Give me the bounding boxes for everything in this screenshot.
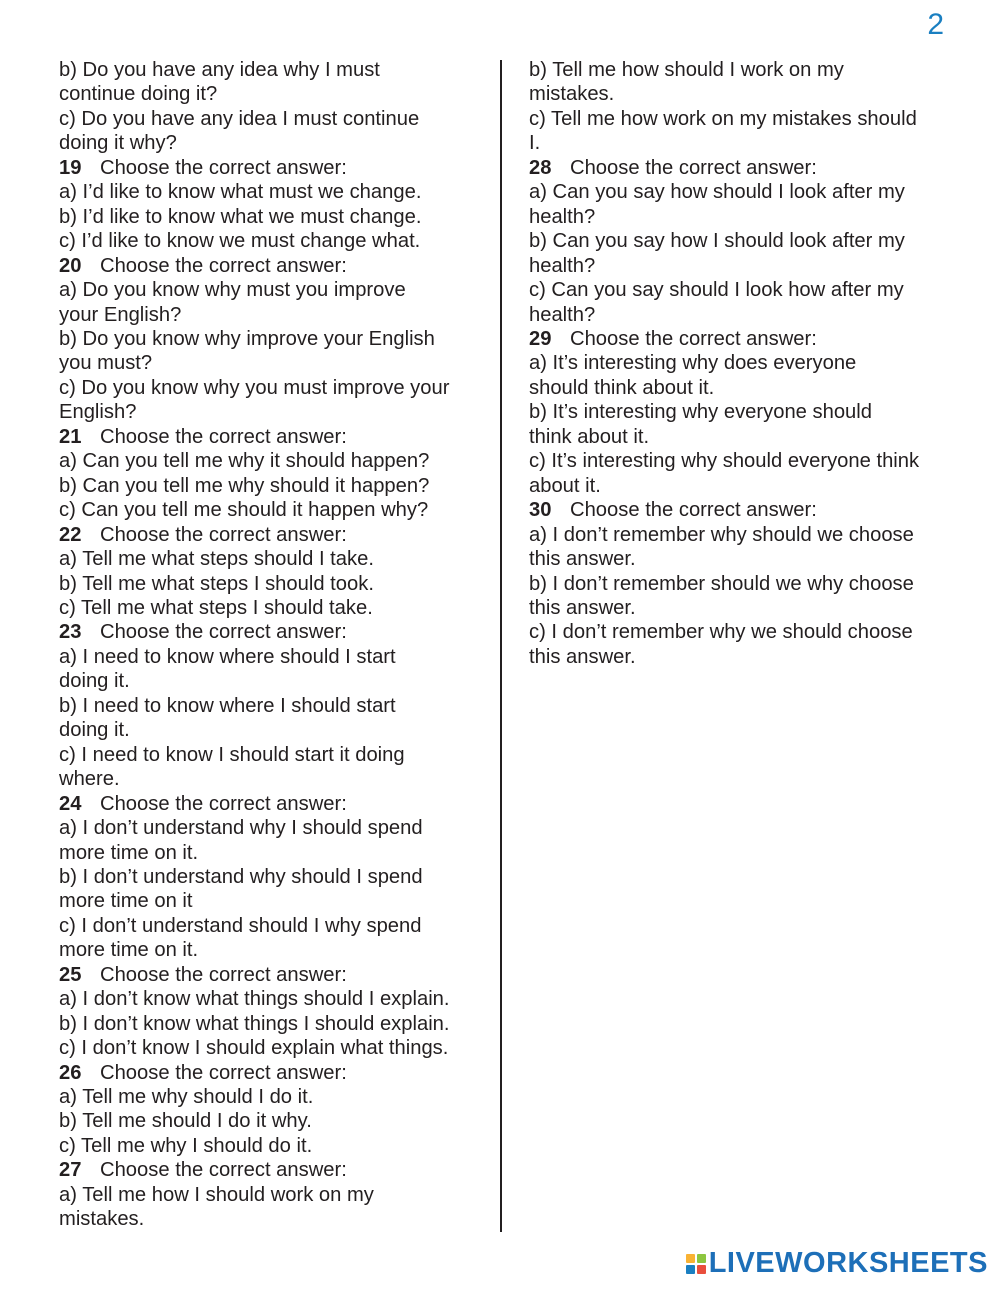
right-column — [529, 58, 949, 669]
question-heading — [59, 523, 489, 547]
answer-line: continue doing it? — [59, 83, 218, 106]
answer-line: b) Can you say how I should look after my — [529, 230, 905, 253]
answer-line: b) Tell me what steps I should took. — [59, 572, 374, 595]
question-number: 25 — [59, 963, 82, 986]
answer-line: doing it. — [59, 670, 130, 693]
question-number: 19 — [59, 156, 82, 179]
answer-line: a) I need to know where should I start — [59, 645, 396, 668]
question-heading — [59, 1061, 489, 1085]
answer-line: c) I need to know I should start it doing — [59, 743, 405, 766]
answer-line: c) I’d like to know we must change what. — [59, 230, 421, 253]
question-prompt: Choose the correct answer: — [100, 621, 347, 644]
question-heading — [529, 327, 949, 351]
question-heading — [59, 156, 489, 180]
page-number: 2 — [927, 8, 944, 41]
question-prompt: Choose the correct answer: — [100, 1159, 347, 1182]
answer-line: I. — [529, 132, 541, 155]
answer-line: c) Tell me why I should do it. — [59, 1134, 313, 1157]
question-heading — [529, 156, 949, 180]
answer-line: b) Tell me should I do it why. — [59, 1110, 312, 1133]
answer-line: English? — [59, 401, 137, 424]
answer-line: a) Do you know why must you improve — [59, 279, 406, 302]
question-heading — [59, 425, 489, 449]
liveworksheets-logo-icon — [686, 1254, 706, 1274]
answer-line: a) I’d like to know what must we change. — [59, 181, 422, 204]
answer-line: b) I don’t understand why should I spend — [59, 865, 423, 888]
answer-line: more time on it. — [59, 939, 199, 962]
answer-line: think about it. — [529, 425, 650, 448]
answer-line: a) Tell me why should I do it. — [59, 1086, 314, 1109]
answer-line: more time on it. — [59, 841, 199, 864]
question-number: 28 — [529, 156, 552, 179]
question-number: 23 — [59, 621, 82, 644]
question-heading — [59, 620, 489, 644]
question-number: 24 — [59, 792, 82, 815]
question-prompt: Choose the correct answer: — [100, 963, 347, 986]
answer-line: c) Can you say should I look how after my — [529, 279, 904, 302]
question-number: 26 — [59, 1061, 82, 1084]
question-prompt: Choose the correct answer: — [100, 156, 347, 179]
answer-line: doing it. — [59, 719, 130, 742]
question-number: 29 — [529, 327, 552, 350]
question-heading — [529, 498, 949, 522]
answer-line: c) Tell me what steps I should take. — [59, 596, 373, 619]
question-prompt: Choose the correct answer: — [570, 499, 817, 522]
question-prompt: Choose the correct answer: — [570, 327, 817, 350]
answer-line: doing it why? — [59, 132, 177, 155]
answer-line: health? — [529, 303, 596, 326]
answer-line: your English? — [59, 303, 182, 326]
question-prompt: Choose the correct answer: — [100, 1061, 347, 1084]
answer-line: a) Tell me what steps should I take. — [59, 548, 374, 571]
question-prompt: Choose the correct answer: — [100, 254, 347, 277]
answer-line: about it. — [529, 474, 601, 497]
answer-line: should think about it. — [529, 376, 715, 399]
answer-line: you must? — [59, 352, 153, 375]
answer-line: a) Can you tell me why it should happen? — [59, 450, 430, 473]
answer-line: this answer. — [529, 596, 636, 619]
answer-line: c) It’s interesting why should everyone think — [529, 450, 920, 473]
answer-line: mistakes. — [529, 83, 615, 106]
answer-line: b) Tell me how should I work on my — [529, 59, 844, 81]
answer-line: c) Can you tell me should it happen why? — [59, 499, 429, 522]
answer-line: this answer. — [529, 645, 636, 668]
answer-line: mistakes. — [59, 1208, 145, 1231]
liveworksheets-logo[interactable] — [686, 1247, 988, 1280]
question-heading — [59, 963, 489, 987]
question-number: 27 — [59, 1159, 82, 1182]
question-number: 20 — [59, 254, 82, 277]
question-number: 22 — [59, 523, 82, 546]
left-column — [59, 58, 489, 1232]
answer-line: b) I don’t remember should we why choose — [529, 572, 914, 595]
question-prompt: Choose the correct answer: — [100, 425, 347, 448]
answer-line: b) I need to know where I should start — [59, 694, 396, 717]
answer-line: where. — [59, 768, 120, 791]
answer-line: b) It’s interesting why everyone should — [529, 401, 872, 424]
answer-line: c) I don’t understand should I why spend — [59, 914, 422, 937]
question-prompt: Choose the correct answer: — [570, 156, 817, 179]
answer-line: c) Do you have any idea I must continue — [59, 107, 420, 130]
question-prompt: Choose the correct answer: — [100, 523, 347, 546]
answer-line: this answer. — [529, 548, 636, 571]
answer-line: more time on it — [59, 890, 193, 913]
answer-line: b) Can you tell me why should it happen? — [59, 474, 430, 497]
answer-line: c) Do you know why you must improve your — [59, 376, 450, 399]
question-heading — [59, 1158, 489, 1182]
answer-line: b) I don’t know what things I should explain. — [59, 1012, 450, 1035]
answer-line: a) I don’t understand why I should spend — [59, 817, 423, 840]
question-number: 21 — [59, 425, 82, 448]
answer-line: a) I don’t remember why should we choose — [529, 523, 914, 546]
answer-line: c) I don’t know I should explain what things. — [59, 1037, 449, 1060]
question-heading — [59, 792, 489, 816]
question-heading — [59, 254, 489, 278]
logo-text: LIVEWORKSHEETS — [708, 1247, 988, 1279]
answer-line: health? — [529, 254, 596, 277]
answer-line: a) Tell me how I should work on my — [59, 1183, 374, 1206]
question-number: 30 — [529, 499, 552, 522]
answer-line: c) I don’t remember why we should choose — [529, 621, 913, 644]
answer-line: a) It’s interesting why does everyone — [529, 352, 857, 375]
answer-line: b) Do you have any idea why I must — [59, 59, 380, 81]
question-prompt: Choose the correct answer: — [100, 792, 347, 815]
answer-line: b) Do you know why improve your English — [59, 327, 435, 350]
answer-line: c) Tell me how work on my mistakes should — [529, 107, 917, 130]
column-divider — [500, 60, 502, 1232]
answer-line: a) Can you say how should I look after my — [529, 181, 905, 204]
answer-line: b) I’d like to know what we must change. — [59, 205, 422, 228]
answer-line: a) I don’t know what things should I explain. — [59, 988, 450, 1011]
answer-line: health? — [529, 205, 596, 228]
